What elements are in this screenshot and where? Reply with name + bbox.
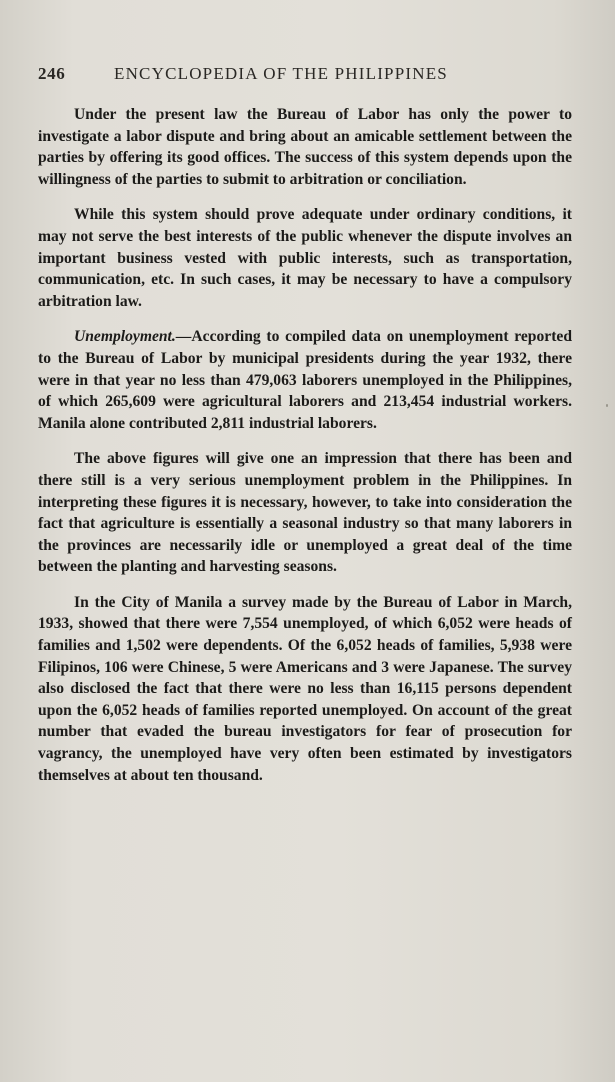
- body-text: [38, 104, 572, 786]
- paragraph-arbitration: While this system should prove adequate under ordinary conditions, it may not serve the best interests of the public whenever the dispute involves an important business vested with public interests, such as transportation, communication, etc. In such cases, it may be necessary to have a compulsory arbitration law.: [38, 206, 572, 310]
- unemployment-data-text: —According to compiled data on unemployment reported to the Bureau of Labor by municipal presidents during the year 1932, there were in that year no less than 479,063 laborers unemployed in the Philippines, of which 265,609 were agricultural laborers and 213,454 industrial workers. Manila alone contributed 2,811 industrial laborers.: [38, 328, 572, 432]
- paragraph-unemployment-data: [38, 326, 572, 434]
- paragraph-manila-survey: In the City of Manila a survey made by the Bureau of Labor in March, 1933, showed that there were 7,554 unemployed, of which 6,052 were heads of families and 1,502 were dependents. Of the 6,052 heads of families, 5,938 were Filipinos, 106 were Chinese, 5 were Americans and 3 were Japanese. The survey also disclosed the fact that there were no less than 16,115 persons dependent upon the 6,052 heads of families reported unemployed. On account of the great number that evaded the bureau investigators for fear of prosecution for vagrancy, the unemployed have very often been estimated by investigators themselves at about ten thousand.: [38, 593, 572, 784]
- paragraph-labor-law: Under the present law the Bureau of Labor has only the power to investigate a labor dispute and bring about an amicable settlement between the parties by offering its good offices. The success of this system depends upon the willingness of the parties to submit to arbitration or conciliation.: [38, 106, 572, 188]
- page-number: 246: [38, 64, 66, 83]
- paragraph-interpretation: The above figures will give one an impression that there has been and there still is a very serious unemployment problem in the Philippines. In interpreting these figures it is necessary, however, to take into consideration the fact that agriculture is essentially a seasonal industry so that many laborers in the provinces are necessarily idle or unemployed a great deal of the time between the planting and harvesting seasons.: [38, 450, 572, 576]
- running-title: ENCYCLOPEDIA OF THE PHILIPPINES: [114, 64, 448, 83]
- section-lead-unemployment: Unemployment.: [74, 328, 176, 346]
- running-head: [38, 64, 578, 84]
- paper-speck: [606, 404, 608, 407]
